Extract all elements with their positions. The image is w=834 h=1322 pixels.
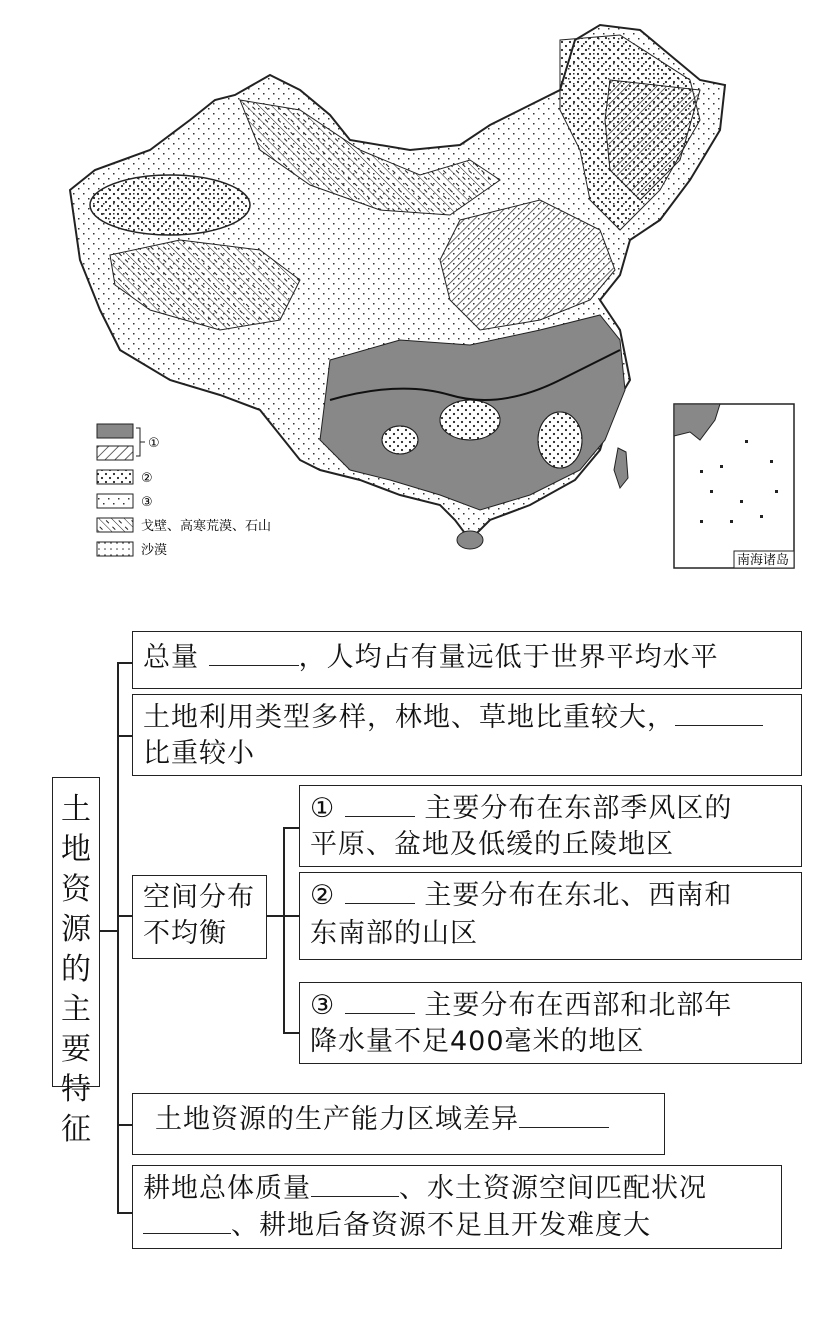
blank-dist-3[interactable] bbox=[345, 987, 415, 1014]
legend-label-3: ③ bbox=[141, 495, 153, 510]
blank-types[interactable] bbox=[675, 699, 763, 726]
branch-types bbox=[117, 735, 132, 737]
taiwan bbox=[614, 448, 628, 488]
legend-label-1: ① bbox=[148, 436, 160, 451]
hainan bbox=[457, 531, 483, 549]
box-types: 土地利用类型多样，林地、草地比重较大， 比重较小 bbox=[132, 694, 802, 776]
main-trunk bbox=[117, 662, 119, 1214]
box-total: 总量 ，人均占有量远低于世界平均水平 bbox=[132, 631, 802, 689]
sub-trunk bbox=[283, 827, 285, 1032]
sub-branch-3 bbox=[283, 1032, 299, 1034]
connector-root bbox=[100, 930, 118, 932]
blank-quality-2[interactable] bbox=[143, 1207, 231, 1234]
tarim-desert bbox=[90, 175, 250, 235]
box-quality: 耕地总体质量 、水土资源空间匹配状况 、耕地后备资源不足且开发难度大 bbox=[132, 1165, 782, 1249]
blank-dist-2[interactable] bbox=[345, 877, 415, 904]
blank-quality-1[interactable] bbox=[311, 1170, 399, 1197]
legend-label-desert: 沙漠 bbox=[141, 543, 168, 558]
branch-productivity bbox=[117, 1124, 132, 1126]
blank-total[interactable] bbox=[209, 639, 299, 666]
sub-connector bbox=[266, 915, 284, 917]
box-dist-1: ① 主要分布在东部季风区的 平原、盆地及低缓的丘陵地区 bbox=[299, 785, 802, 867]
sub-branch-1 bbox=[283, 827, 299, 829]
box-distribution: 空间分布 不均衡 bbox=[132, 875, 267, 959]
south-china-sea-inset bbox=[674, 404, 794, 568]
legend-label-gobi: 戈壁、高寒荒漠、石山 bbox=[141, 519, 272, 534]
blank-dist-1[interactable] bbox=[345, 790, 415, 817]
map-legend bbox=[97, 424, 271, 558]
inset-label: 南海诸岛 bbox=[737, 553, 790, 568]
branch-distribution bbox=[117, 915, 132, 917]
branch-total bbox=[117, 662, 132, 664]
china-land-use-map bbox=[0, 0, 834, 590]
sub-branch-2 bbox=[283, 915, 299, 917]
blank-productivity[interactable] bbox=[519, 1101, 609, 1128]
box-productivity: 土地资源的生产能力区域差异 bbox=[132, 1093, 665, 1155]
root-title: 土 地 资 源 的 主 要 特 征 bbox=[52, 777, 100, 1087]
branch-quality bbox=[117, 1212, 132, 1214]
box-dist-3: ③ 主要分布在西部和北部年 降水量不足400毫米的地区 bbox=[299, 982, 802, 1064]
box-dist-2: ② 主要分布在东北、西南和 东南部的山区 bbox=[299, 872, 802, 960]
legend-label-2: ② bbox=[141, 471, 153, 486]
